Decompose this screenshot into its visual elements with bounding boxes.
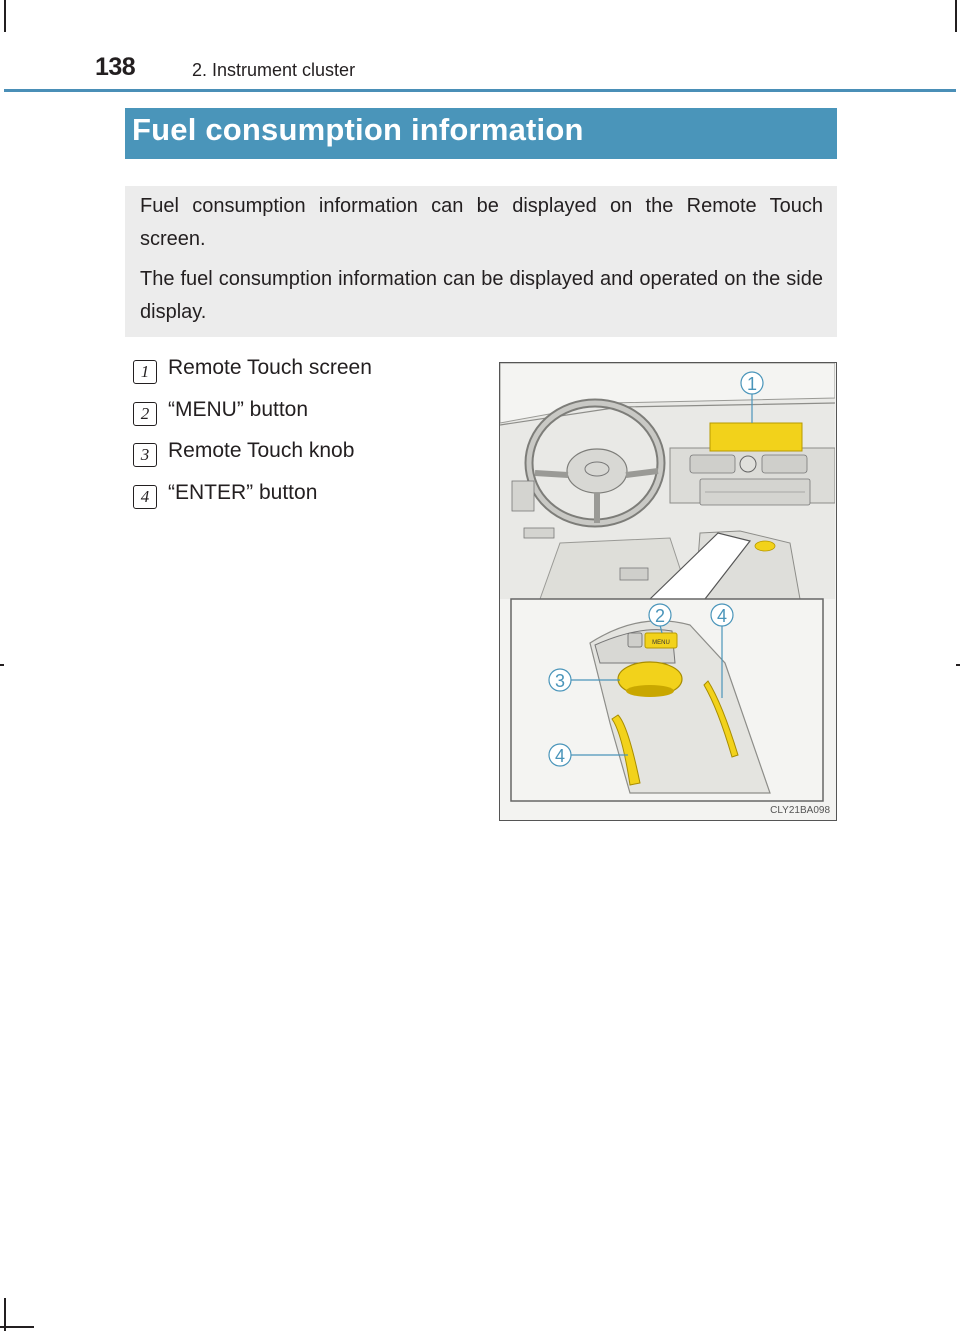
callout-number-box: 4 (133, 485, 157, 509)
header-rule (4, 89, 956, 92)
running-header: 2. Instrument cluster (192, 60, 356, 80)
svg-text:1: 1 (746, 374, 758, 394)
intro-paragraph: Fuel consumption information can be displayed on the Remote Touch screen. (140, 195, 823, 250)
callout-number-box: 3 (133, 443, 157, 467)
svg-text:3: 3 (554, 671, 566, 691)
legend-label: “MENU” button (168, 397, 309, 421)
legend-label: Remote Touch screen (168, 356, 372, 379)
svg-text:4: 4 (716, 606, 728, 626)
callout-2 (649, 604, 671, 626)
figure-code: CLY21BA098 (770, 805, 830, 816)
dashboard-illustration (499, 362, 837, 821)
page-title: Fuel consumption information (132, 112, 584, 147)
callout-number-box: 1 (133, 360, 157, 384)
legend-label: “ENTER” button (168, 480, 318, 504)
crop-mark (4, 0, 6, 32)
crop-mark (956, 664, 960, 666)
callout-4 (711, 604, 733, 626)
crop-mark (0, 664, 4, 666)
svg-text:2: 2 (654, 606, 666, 626)
crop-mark (955, 0, 957, 32)
dashboard-drawing (500, 363, 835, 819)
callout-number-box: 2 (133, 402, 157, 426)
callout-1 (741, 372, 763, 394)
callout-3 (549, 669, 571, 691)
callout-4 (549, 744, 571, 766)
intro-box (125, 186, 837, 337)
legend-label: Remote Touch knob (168, 439, 355, 462)
crop-mark (0, 1326, 34, 1328)
intro-paragraph: The fuel consumption information can be displayed and operated on the side display. (140, 268, 823, 323)
svg-text:4: 4 (554, 746, 566, 766)
menu-button-label: MENU (652, 640, 670, 646)
title-bar (125, 108, 837, 159)
page-number: 138 (95, 53, 136, 81)
